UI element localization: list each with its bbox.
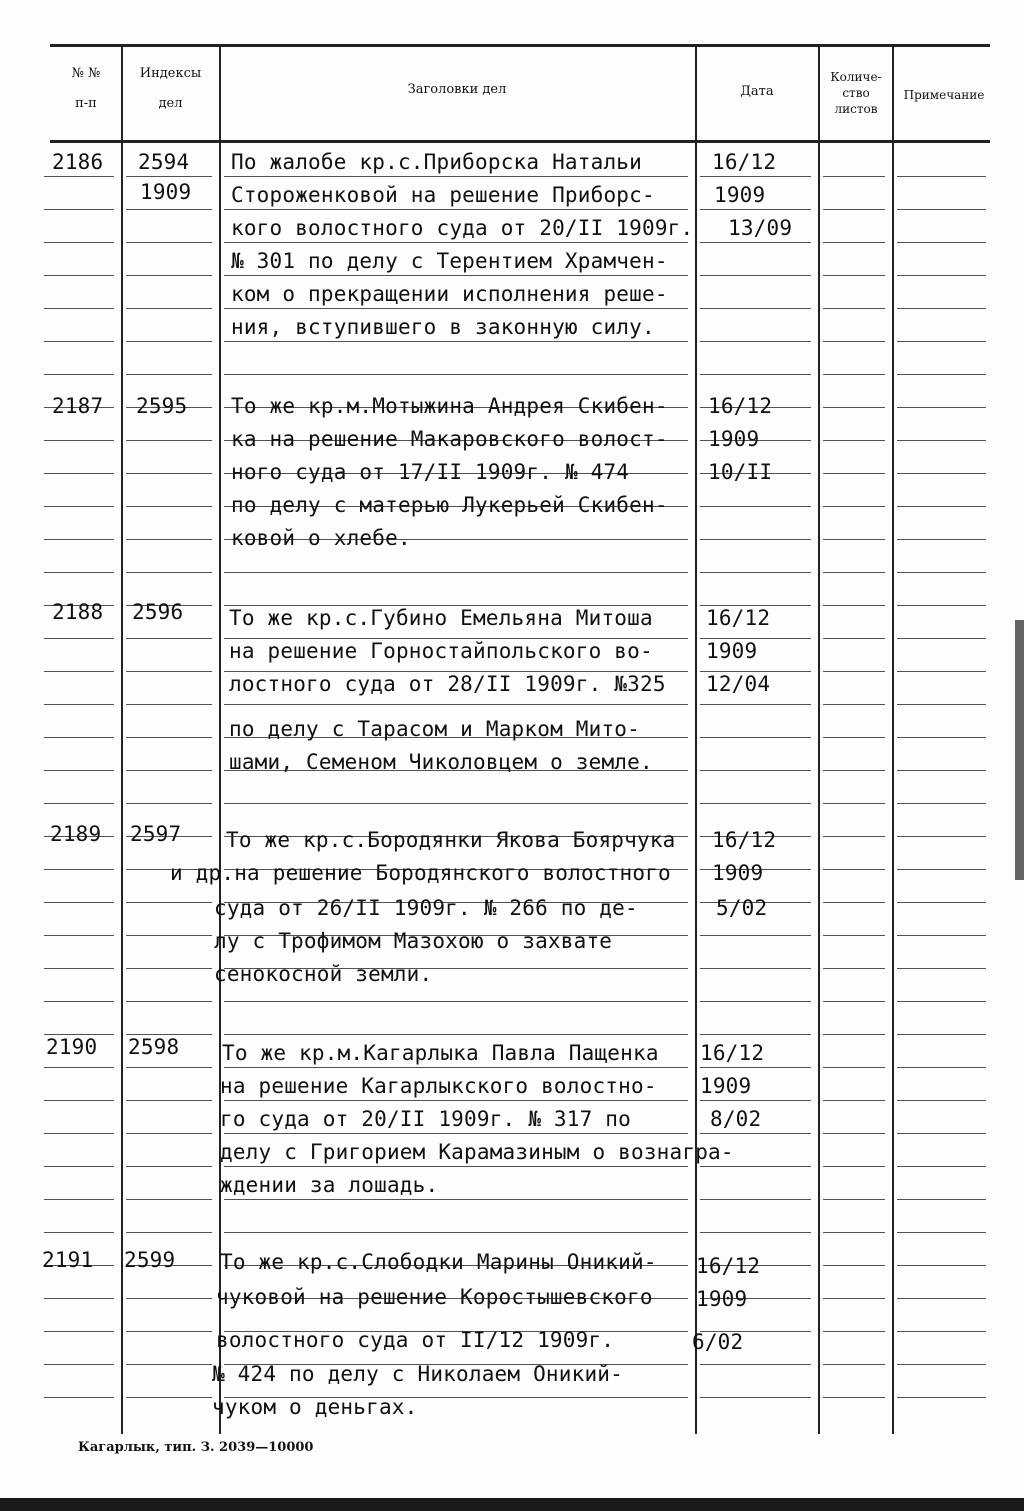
ruled-line (823, 1265, 885, 1266)
ruled-line (897, 605, 986, 606)
ruled-line (126, 440, 212, 441)
entry-title-line: ка на решение Макаровского волост- (231, 427, 668, 451)
col-divider-2 (219, 44, 221, 1434)
entry-index: 2595 (136, 394, 188, 418)
entry-title-line: го суда от 20/II 1909г. № 317 по (220, 1107, 631, 1131)
ruled-line (700, 770, 811, 771)
ruled-line (823, 770, 885, 771)
ruled-line (224, 572, 688, 573)
entry-title-line: ждении за лошадь. (220, 1173, 439, 1197)
ruled-line (126, 671, 212, 672)
ruled-line (44, 1298, 114, 1299)
ruled-line (823, 638, 885, 639)
ruled-line (224, 1133, 688, 1134)
entry-number: 2188 (52, 600, 104, 624)
ruled-line (897, 1034, 986, 1035)
ruled-line (224, 1001, 688, 1002)
ruled-line (44, 572, 114, 573)
col-divider-4 (818, 44, 820, 1434)
ruled-line (126, 704, 212, 705)
ruled-line (44, 968, 114, 969)
ruled-line (44, 1199, 114, 1200)
ruled-line (897, 1364, 986, 1365)
entry-title-line: по делу с матерью Лукерьей Скибен- (231, 493, 668, 517)
ruled-line (44, 308, 114, 309)
ruled-line (44, 1166, 114, 1167)
ruled-line (700, 1133, 811, 1134)
ruled-line (897, 935, 986, 936)
ruled-line (224, 704, 688, 705)
header-sheets-1: Количе- (830, 70, 882, 84)
entry-date: 12/04 (706, 672, 771, 696)
ruled-line (823, 968, 885, 969)
ruled-line (897, 737, 986, 738)
entry-title-line: То же кр.с.Губино Емельяна Митоша (229, 606, 653, 630)
ruled-line (44, 176, 114, 177)
ruled-line (44, 275, 114, 276)
header-bottom-border (50, 140, 990, 143)
entry-date: 16/12 (708, 394, 773, 418)
ruled-line (823, 935, 885, 936)
ruled-line (126, 1199, 212, 1200)
ruled-line (44, 506, 114, 507)
ruled-line (823, 1397, 885, 1398)
ruled-line (823, 902, 885, 903)
ruled-line (823, 671, 885, 672)
entry-title-line: ком о прекращении исполнения реше- (231, 282, 668, 306)
ruled-line (700, 737, 811, 738)
ruled-line (823, 605, 885, 606)
entry-date: 1909 (712, 861, 764, 885)
ruled-line (126, 1364, 212, 1365)
ruled-line (823, 1133, 885, 1134)
ruled-line (126, 1133, 212, 1134)
ruled-line (44, 770, 114, 771)
ruled-line (224, 1034, 688, 1035)
ruled-line (224, 1232, 688, 1233)
ruled-line (44, 1397, 114, 1398)
ruled-line (897, 539, 986, 540)
entry-date: 16/12 (696, 1254, 761, 1278)
entry-date: 16/12 (706, 606, 771, 630)
ruled-line (44, 1364, 114, 1365)
ruled-line (44, 1232, 114, 1233)
ruled-line (126, 572, 212, 573)
ruled-line (700, 968, 811, 969)
ruled-line (823, 506, 885, 507)
ruled-line (700, 341, 811, 342)
entry-index: 2597 (130, 822, 182, 846)
ruled-line (126, 473, 212, 474)
ruled-line (897, 1265, 986, 1266)
ruled-line (823, 1298, 885, 1299)
ruled-line (700, 242, 811, 243)
ruled-line (897, 374, 986, 375)
ruled-line (700, 1199, 811, 1200)
ruled-line (126, 1331, 212, 1332)
header-num-1: № № (71, 66, 101, 81)
ruled-line (126, 374, 212, 375)
ruled-line (224, 308, 688, 309)
ruled-line (126, 176, 212, 177)
ruled-line (126, 968, 212, 969)
header-num-2: п-п (75, 96, 97, 111)
ruled-line (700, 308, 811, 309)
entry-index: 2594 (138, 150, 190, 174)
ruled-line (897, 1001, 986, 1002)
col-divider-1 (121, 44, 123, 1434)
ruled-line (44, 1001, 114, 1002)
ruled-line (897, 836, 986, 837)
entry-title-line: По жалобе кр.с.Приборска Натальи (231, 150, 642, 174)
entry-date: 13/09 (728, 216, 793, 240)
ruled-line (44, 671, 114, 672)
ruled-line (823, 1364, 885, 1365)
ruled-line (126, 1067, 212, 1068)
ruled-line (44, 1100, 114, 1101)
ruled-line (224, 275, 688, 276)
ruled-line (700, 935, 811, 936)
ruled-line (44, 704, 114, 705)
ruled-line (126, 506, 212, 507)
entry-title-line: ковой о хлебе. (231, 526, 411, 550)
ruled-line (224, 341, 688, 342)
ruled-line (897, 869, 986, 870)
ruled-line (897, 572, 986, 573)
entry-title-line: То же кр.м.Мотыжина Андрея Скибен- (231, 394, 668, 418)
entry-title-line: на решение Кагарлыкского волостно- (220, 1074, 657, 1098)
ruled-line (897, 506, 986, 507)
ruled-line (126, 539, 212, 540)
ruled-line (126, 275, 212, 276)
ruled-line (897, 275, 986, 276)
ruled-line (897, 341, 986, 342)
ruled-line (823, 1232, 885, 1233)
ruled-line (823, 737, 885, 738)
ruled-line (44, 803, 114, 804)
ruled-line (823, 539, 885, 540)
ruled-line (700, 539, 811, 540)
entry-title-line: № 301 по делу с Терентием Храмчен- (231, 249, 668, 273)
scan-edge-bottom (0, 1498, 1024, 1511)
header-title: Заголовки дел (407, 82, 507, 97)
entry-title-line: То же кр.м.Кагарлыка Павла Пащенка (222, 1041, 659, 1065)
ruled-line (897, 770, 986, 771)
header-note: Примечание (903, 88, 985, 102)
entry-title-line: и др.на решение Бородянского волостного (170, 861, 671, 885)
entry-number: 2191 (42, 1248, 94, 1272)
entry-title-line: № 424 по делу с Николаем Оникий- (212, 1362, 623, 1386)
ruled-line (897, 473, 986, 474)
ruled-line (897, 1100, 986, 1101)
entry-index: 2599 (124, 1248, 176, 1272)
ruled-line (126, 638, 212, 639)
ruled-line (823, 1100, 885, 1101)
ruled-line (700, 1100, 811, 1101)
entry-date: 6/02 (692, 1330, 744, 1354)
ruled-line (700, 275, 811, 276)
ruled-line (897, 1331, 986, 1332)
entry-date: 1909 (696, 1287, 748, 1311)
ruled-line (823, 209, 885, 210)
ruled-line (823, 242, 885, 243)
ruled-line (44, 539, 114, 540)
ruled-line (126, 242, 212, 243)
ruled-line (897, 407, 986, 408)
entry-date: 16/12 (700, 1041, 765, 1065)
entry-title-line: лостного суда от 28/II 1909г. №325 (229, 672, 666, 696)
ruled-line (897, 440, 986, 441)
ruled-line (44, 242, 114, 243)
entry-date: 16/12 (712, 828, 777, 852)
ruled-line (700, 176, 811, 177)
entry-title-line: То же кр.с.Бородянки Якова Боярчука (226, 828, 676, 852)
ruled-line (126, 803, 212, 804)
ruled-line (700, 506, 811, 507)
ruled-line (126, 1166, 212, 1167)
entry-title-line: Стороженковой на решение Приборс- (231, 183, 655, 207)
entry-title-line: сенокосной земли. (214, 962, 433, 986)
ruled-line (700, 572, 811, 573)
header-index-1: Индексы (139, 66, 202, 81)
ruled-line (700, 1364, 811, 1365)
entry-title-line: То же кр.с.Слободки Марины Оникий- (220, 1250, 657, 1274)
ruled-line (224, 1166, 688, 1167)
ruled-line (700, 1166, 811, 1167)
ruled-line (224, 1199, 688, 1200)
ruled-line (897, 1166, 986, 1167)
ruled-line (700, 1067, 811, 1068)
ruled-line (700, 1232, 811, 1233)
ruled-line (126, 341, 212, 342)
ruled-line (823, 176, 885, 177)
ruled-line (126, 209, 212, 210)
ruled-line (126, 935, 212, 936)
entry-title-line: чуковой на решение Коростышевского (216, 1285, 653, 1309)
header-sheets-2: ство (842, 86, 870, 100)
ruled-line (823, 1166, 885, 1167)
entry-title-line: чуком о деньгах. (212, 1395, 418, 1419)
ruled-line (44, 935, 114, 936)
ruled-line (126, 1298, 212, 1299)
entry-index-year: 1909 (140, 180, 192, 204)
entry-date: 1909 (714, 183, 766, 207)
ruled-line (897, 176, 986, 177)
ruled-line (224, 176, 688, 177)
ruled-line (897, 1199, 986, 1200)
ruled-line (224, 1100, 688, 1101)
entry-title-line: на решение Горностайпольского во- (229, 639, 653, 663)
ruled-line (44, 473, 114, 474)
header-sheets-3: листов (834, 102, 878, 116)
ruled-line (823, 275, 885, 276)
printer-imprint: Кагарлык, тип. З. 2039—10000 (78, 1440, 314, 1455)
ruled-line (897, 638, 986, 639)
entry-date: 1909 (700, 1074, 752, 1098)
ruled-line (823, 836, 885, 837)
ruled-line (44, 374, 114, 375)
ruled-line (126, 737, 212, 738)
ruled-line (823, 1067, 885, 1068)
ruled-line (823, 572, 885, 573)
ruled-line (126, 1100, 212, 1101)
ruled-line (823, 374, 885, 375)
ruled-line (823, 803, 885, 804)
ruled-line (44, 902, 114, 903)
entry-title-line: ного суда от 17/II 1909г. № 474 (231, 460, 630, 484)
entry-date: 5/02 (716, 896, 768, 920)
entry-number: 2190 (46, 1035, 98, 1059)
entry-date: 1909 (708, 427, 760, 451)
ruled-line (897, 308, 986, 309)
ruled-line (823, 308, 885, 309)
ruled-line (700, 704, 811, 705)
ruled-line (897, 1298, 986, 1299)
ruled-line (823, 1199, 885, 1200)
entry-number: 2186 (52, 150, 104, 174)
ruled-line (897, 1067, 986, 1068)
entry-date: 8/02 (710, 1107, 762, 1131)
ruled-line (44, 1331, 114, 1332)
ruled-line (823, 1331, 885, 1332)
header-date: Дата (740, 84, 774, 99)
entry-title-line: суда от 26/II 1909г. № 266 по де- (214, 896, 638, 920)
ruled-line (700, 803, 811, 804)
ruled-line (224, 803, 688, 804)
ruled-line (823, 704, 885, 705)
top-border (50, 44, 990, 47)
ruled-line (126, 1001, 212, 1002)
ruled-line (700, 374, 811, 375)
entry-index: 2598 (128, 1035, 180, 1059)
ruled-line (224, 209, 688, 210)
ruled-line (224, 374, 688, 375)
ruled-line (44, 440, 114, 441)
entry-date: 16/12 (712, 150, 777, 174)
ruled-line (126, 1232, 212, 1233)
ruled-line (44, 209, 114, 210)
ruled-line (897, 1133, 986, 1134)
ruled-line (126, 308, 212, 309)
ruled-line (224, 242, 688, 243)
ruled-line (126, 1397, 212, 1398)
entry-title-line: волостного суда от II/12 1909г. (216, 1328, 615, 1352)
ruled-line (44, 341, 114, 342)
ruled-line (700, 209, 811, 210)
ruled-line (126, 902, 212, 903)
entry-title-line: кого волостного суда от 20/II 1909г. (231, 216, 694, 240)
entry-title-line: делу с Григорием Карамазиным о вознагра- (220, 1140, 734, 1164)
ruled-line (44, 1133, 114, 1134)
ruled-line (897, 1397, 986, 1398)
entry-date: 10/II (708, 460, 773, 484)
ruled-line (44, 1067, 114, 1068)
header-index-2: дел (158, 96, 183, 111)
entry-title-line: по делу с Тарасом и Марком Мито- (229, 717, 640, 741)
entry-index: 2596 (132, 600, 184, 624)
ruled-line (224, 1067, 688, 1068)
ruled-line (44, 638, 114, 639)
ruled-line (897, 242, 986, 243)
ruled-line (823, 1034, 885, 1035)
ruled-line (897, 671, 986, 672)
scan-edge-right (1015, 620, 1024, 880)
ruled-line (897, 968, 986, 969)
ruled-line (823, 440, 885, 441)
ruled-line (700, 1034, 811, 1035)
entry-title-line: ния, вступившего в законную силу. (231, 315, 655, 339)
ruled-line (823, 473, 885, 474)
ruled-line (897, 902, 986, 903)
ruled-line (823, 1001, 885, 1002)
col-divider-5 (892, 44, 894, 1434)
entry-number: 2189 (50, 822, 102, 846)
ruled-line (823, 341, 885, 342)
col-divider-3 (695, 44, 697, 1434)
ruled-line (897, 704, 986, 705)
entry-date: 1909 (706, 639, 758, 663)
ruled-line (44, 737, 114, 738)
ruled-line (700, 1397, 811, 1398)
entry-title-line: шами, Семеном Чиколовцем о земле. (229, 750, 653, 774)
ruled-line (44, 869, 114, 870)
entry-title-line: лу с Трофимом Мазохою о захвате (214, 929, 613, 953)
ruled-line (897, 209, 986, 210)
ruled-line (823, 407, 885, 408)
ruled-line (897, 1232, 986, 1233)
ruled-line (823, 869, 885, 870)
entry-number: 2187 (52, 394, 104, 418)
ruled-line (126, 770, 212, 771)
ruled-line (700, 1001, 811, 1002)
ruled-line (897, 803, 986, 804)
